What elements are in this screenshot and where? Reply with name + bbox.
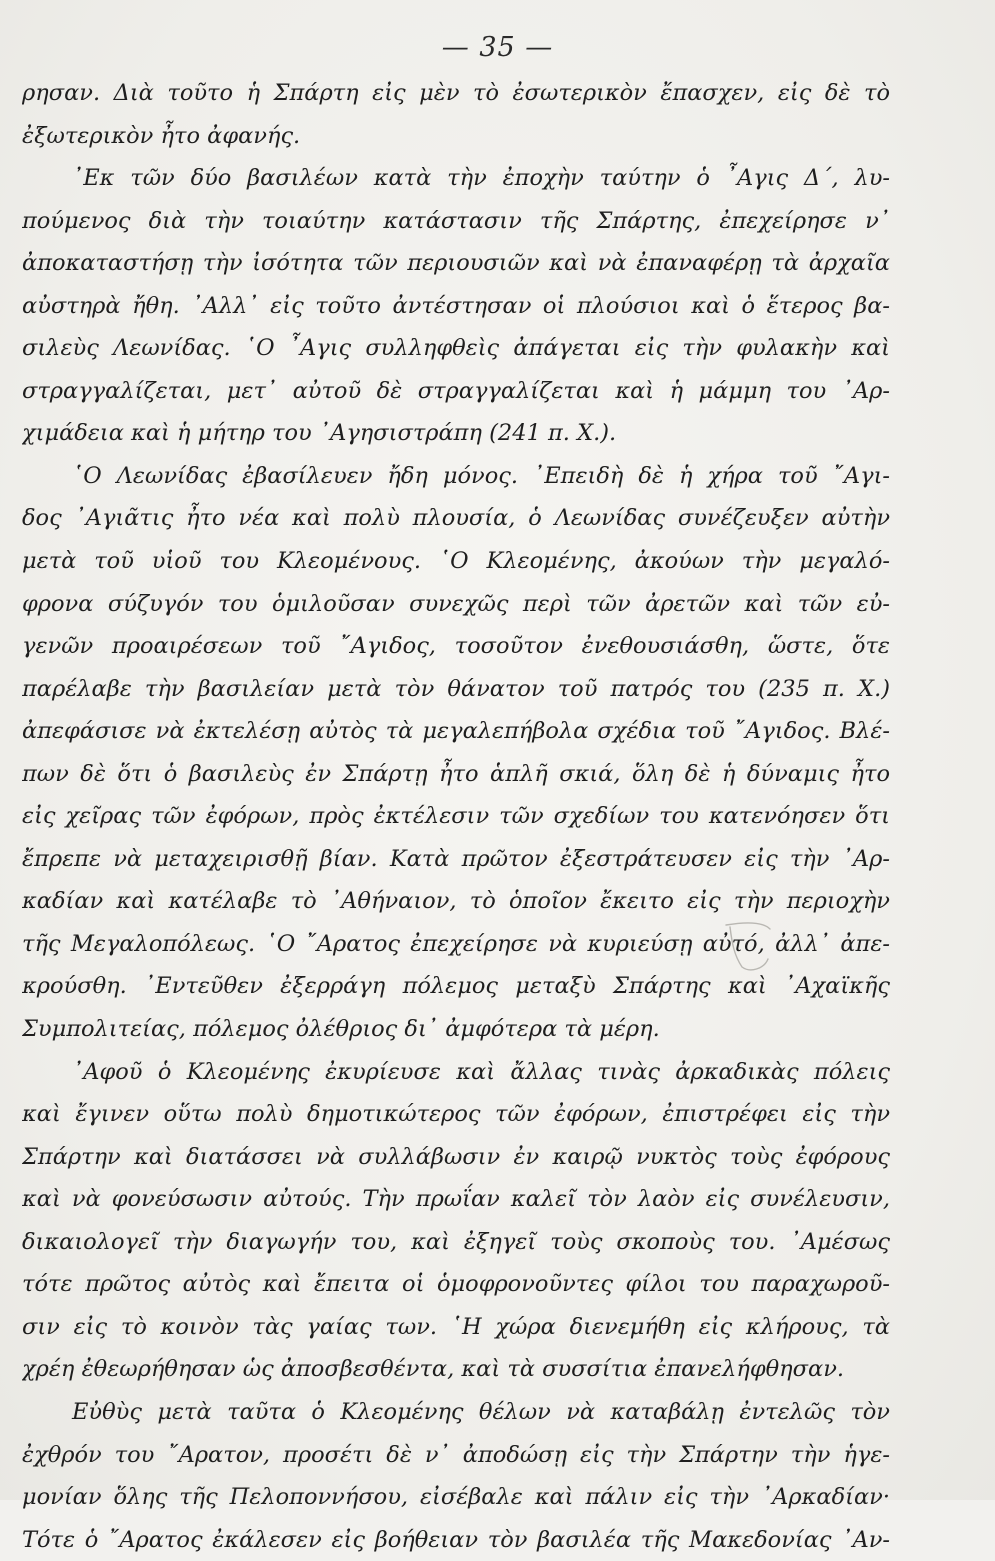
text-line: Σπάρτην καὶ διατάσσει νὰ συλλάβωσιν ἐν καιρῷ νυκτὸς τοὺς ἐφόρους	[22, 1143, 890, 1170]
text-line: ἔπρεπε νὰ μεταχειρισθῇ βίαν. Κατὰ πρῶτον ἐξεστράτευσεν εἰς τὴν ᾿Αρ-	[22, 845, 890, 872]
text-line: χιμάδεια καὶ ἡ μήτηρ του ᾿Αγησιστράπη (241 π. Χ.).	[22, 420, 617, 447]
text-line: Συμπολιτείας, πόλεμος ὀλέθριος δι᾿ ἀμφότερα τὰ μέρη.	[22, 1016, 660, 1043]
text-line: πων δὲ ὅτι ὁ βασιλεὺς ἐν Σπάρτῃ ἦτο ἁπλῆ σκιά, ὅλη δὲ ἡ δύναμις ἦτο	[22, 760, 890, 787]
text-line: ἀποκαταστήσῃ τὴν ἰσότητα τῶν περιουσιῶν καὶ νὰ ἐπαναφέρῃ τὰ ἀρχαῖα	[22, 250, 890, 277]
text-line: ᾿Εκ τῶν δύο βασιλέων κατὰ τὴν ἐποχὴν ταύτην ὁ ῏Αγις Δ΄, λυ-	[72, 165, 890, 192]
text-line: τῆς Μεγαλοπόλεως. ῾Ο ῎Αρατος ἐπεχείρησε νὰ κυριεύσῃ αὐτό, ἀλλ᾿ ἀπε-	[22, 930, 890, 957]
page-number: — 35 —	[441, 32, 554, 63]
text-line: μονίαν ὅλης τῆς Πελοποννήσου, εἰσέβαλε καὶ πάλιν εἰς τὴν ᾿Αρκαδίαν·	[22, 1484, 890, 1511]
text-line: καὶ νὰ φονεύσωσιν αὐτούς. Τὴν πρωΐαν καλεῖ τὸν λαὸν εἰς συνέλευσιν,	[22, 1186, 890, 1213]
text-line: πούμενος διὰ τὴν τοιαύτην κατάστασιν τῆς Σπάρτης, ἐπεχείρησε ν᾿	[22, 207, 890, 234]
text-line: καὶ ἔγινεν οὕτω πολὺ δημοτικώτερος τῶν ἐφόρων, ἐπιστρέφει εἰς τὴν	[22, 1101, 890, 1128]
text-line: αὐστηρὰ ἤθη. ᾿Αλλ᾿ εἰς τοῦτο ἀντέστησαν οἱ πλούσιοι καὶ ὁ ἕτερος βα-	[22, 292, 890, 319]
text-line: μετὰ τοῦ υἱοῦ του Κλεομένους. ῾Ο Κλεομένης, ἀκούων τὴν μεγαλό-	[22, 548, 890, 575]
text-line: σιλεὺς Λεωνίδας. ῾Ο ῏Αγις συλληφθεὶς ἀπάγεται εἰς τὴν φυλακὴν καὶ	[22, 335, 890, 362]
text-line: ρησαν. Διὰ τοῦτο ἡ Σπάρτη εἰς μὲν τὸ ἐσωτερικὸν ἔπασχεν, εἰς δὲ τὸ	[22, 80, 890, 106]
text-line: Τότε ὁ ῎Αρατος ἐκάλεσεν εἰς βοήθειαν τὸν βασιλέα τῆς Μακεδονίας ᾿Αν-	[22, 1526, 890, 1553]
text-line: παρέλαβε τὴν βασιλείαν μετὰ τὸν θάνατον τοῦ πατρός του (235 π. Χ.)	[22, 675, 890, 702]
text-line: στραγγαλίζεται, μετ᾿ αὐτοῦ δὲ στραγγαλίζεται καὶ ἡ μάμμη του ᾿Αρ-	[22, 377, 890, 404]
text-line: σιν εἰς τὸ κοινὸν τὰς γαίας των. ῾Η χώρα διενεμήθη εἰς κλήρους, τὰ	[22, 1313, 890, 1340]
text-line: ἐξωτερικὸν ἦτο ἀφανής.	[22, 122, 301, 149]
pencil-mark	[720, 915, 780, 975]
text-line: γενῶν προαιρέσεων τοῦ ῎Αγιδος, τοσοῦτον ἐνεθουσιάσθη, ὥστε, ὅτε	[22, 633, 890, 660]
text-line: δικαιολογεῖ τὴν διαγωγήν του, καὶ ἐξηγεῖ τοὺς σκοποὺς του. ᾿Αμέσως	[22, 1228, 890, 1255]
text-line: Εὐθὺς μετὰ ταῦτα ὁ Κλεομένης θέλων νὰ καταβάλῃ ἐντελῶς τὸν	[72, 1398, 890, 1425]
text-line: εἰς χεῖρας τῶν ἐφόρων, πρὸς ἐκτέλεσιν τῶν σχεδίων του κατενόησεν ὅτι	[22, 803, 890, 830]
text-line: καδίαν καὶ κατέλαβε τὸ ᾿Αθήναιον, τὸ ὁποῖον ἔκειτο εἰς τὴν περιοχὴν	[22, 888, 890, 915]
text-line: χρέη ἐθεωρήθησαν ὡς ἀποσβεσθέντα, καὶ τὰ συσσίτια ἐπανελήφθησαν.	[22, 1356, 845, 1383]
text-line: δος ᾿Αγιᾶτις ἦτο νέα καὶ πολὺ πλουσία, ὁ Λεωνίδας συνέζευξεν αὐτὴν	[22, 505, 890, 532]
text-line: ἀπεφάσισε νὰ ἐκτελέσῃ αὐτὸς τὰ μεγαλεπήβολα σχέδια τοῦ ῎Αγιδος. Βλέ-	[22, 718, 890, 745]
text-line: ᾿Αφοῦ ὁ Κλεομένης ἐκυρίευσε καὶ ἄλλας τινὰς ἀρκαδικὰς πόλεις	[72, 1058, 890, 1085]
text-line: ῾Ο Λεωνίδας ἐβασίλευεν ἤδη μόνος. ᾿Επειδὴ δὲ ἡ χήρα τοῦ ῎Αγι-	[72, 462, 890, 489]
text-line: τότε πρῶτος αὐτὸς καὶ ἔπειτα οἱ ὁμοφρονοῦντες φίλοι του παραχωροῦ-	[22, 1271, 890, 1298]
text-line: φρονα σύζυγόν του ὁμιλοῦσαν συνεχῶς περὶ τῶν ἀρετῶν καὶ τῶν εὐ-	[22, 590, 890, 617]
text-line: ἐχθρόν του ῎Αρατον, προσέτι δὲ ν᾿ ἀποδώσῃ εἰς τὴν Σπάρτην τὴν ἡγε-	[22, 1441, 890, 1468]
text-line: κρούσθη. ᾿Εντεῦθεν ἐξερράγη πόλεμος μεταξὺ Σπάρτης καὶ ᾿Αχαϊκῆς	[22, 973, 890, 1000]
body-text	[22, 72, 890, 1561]
